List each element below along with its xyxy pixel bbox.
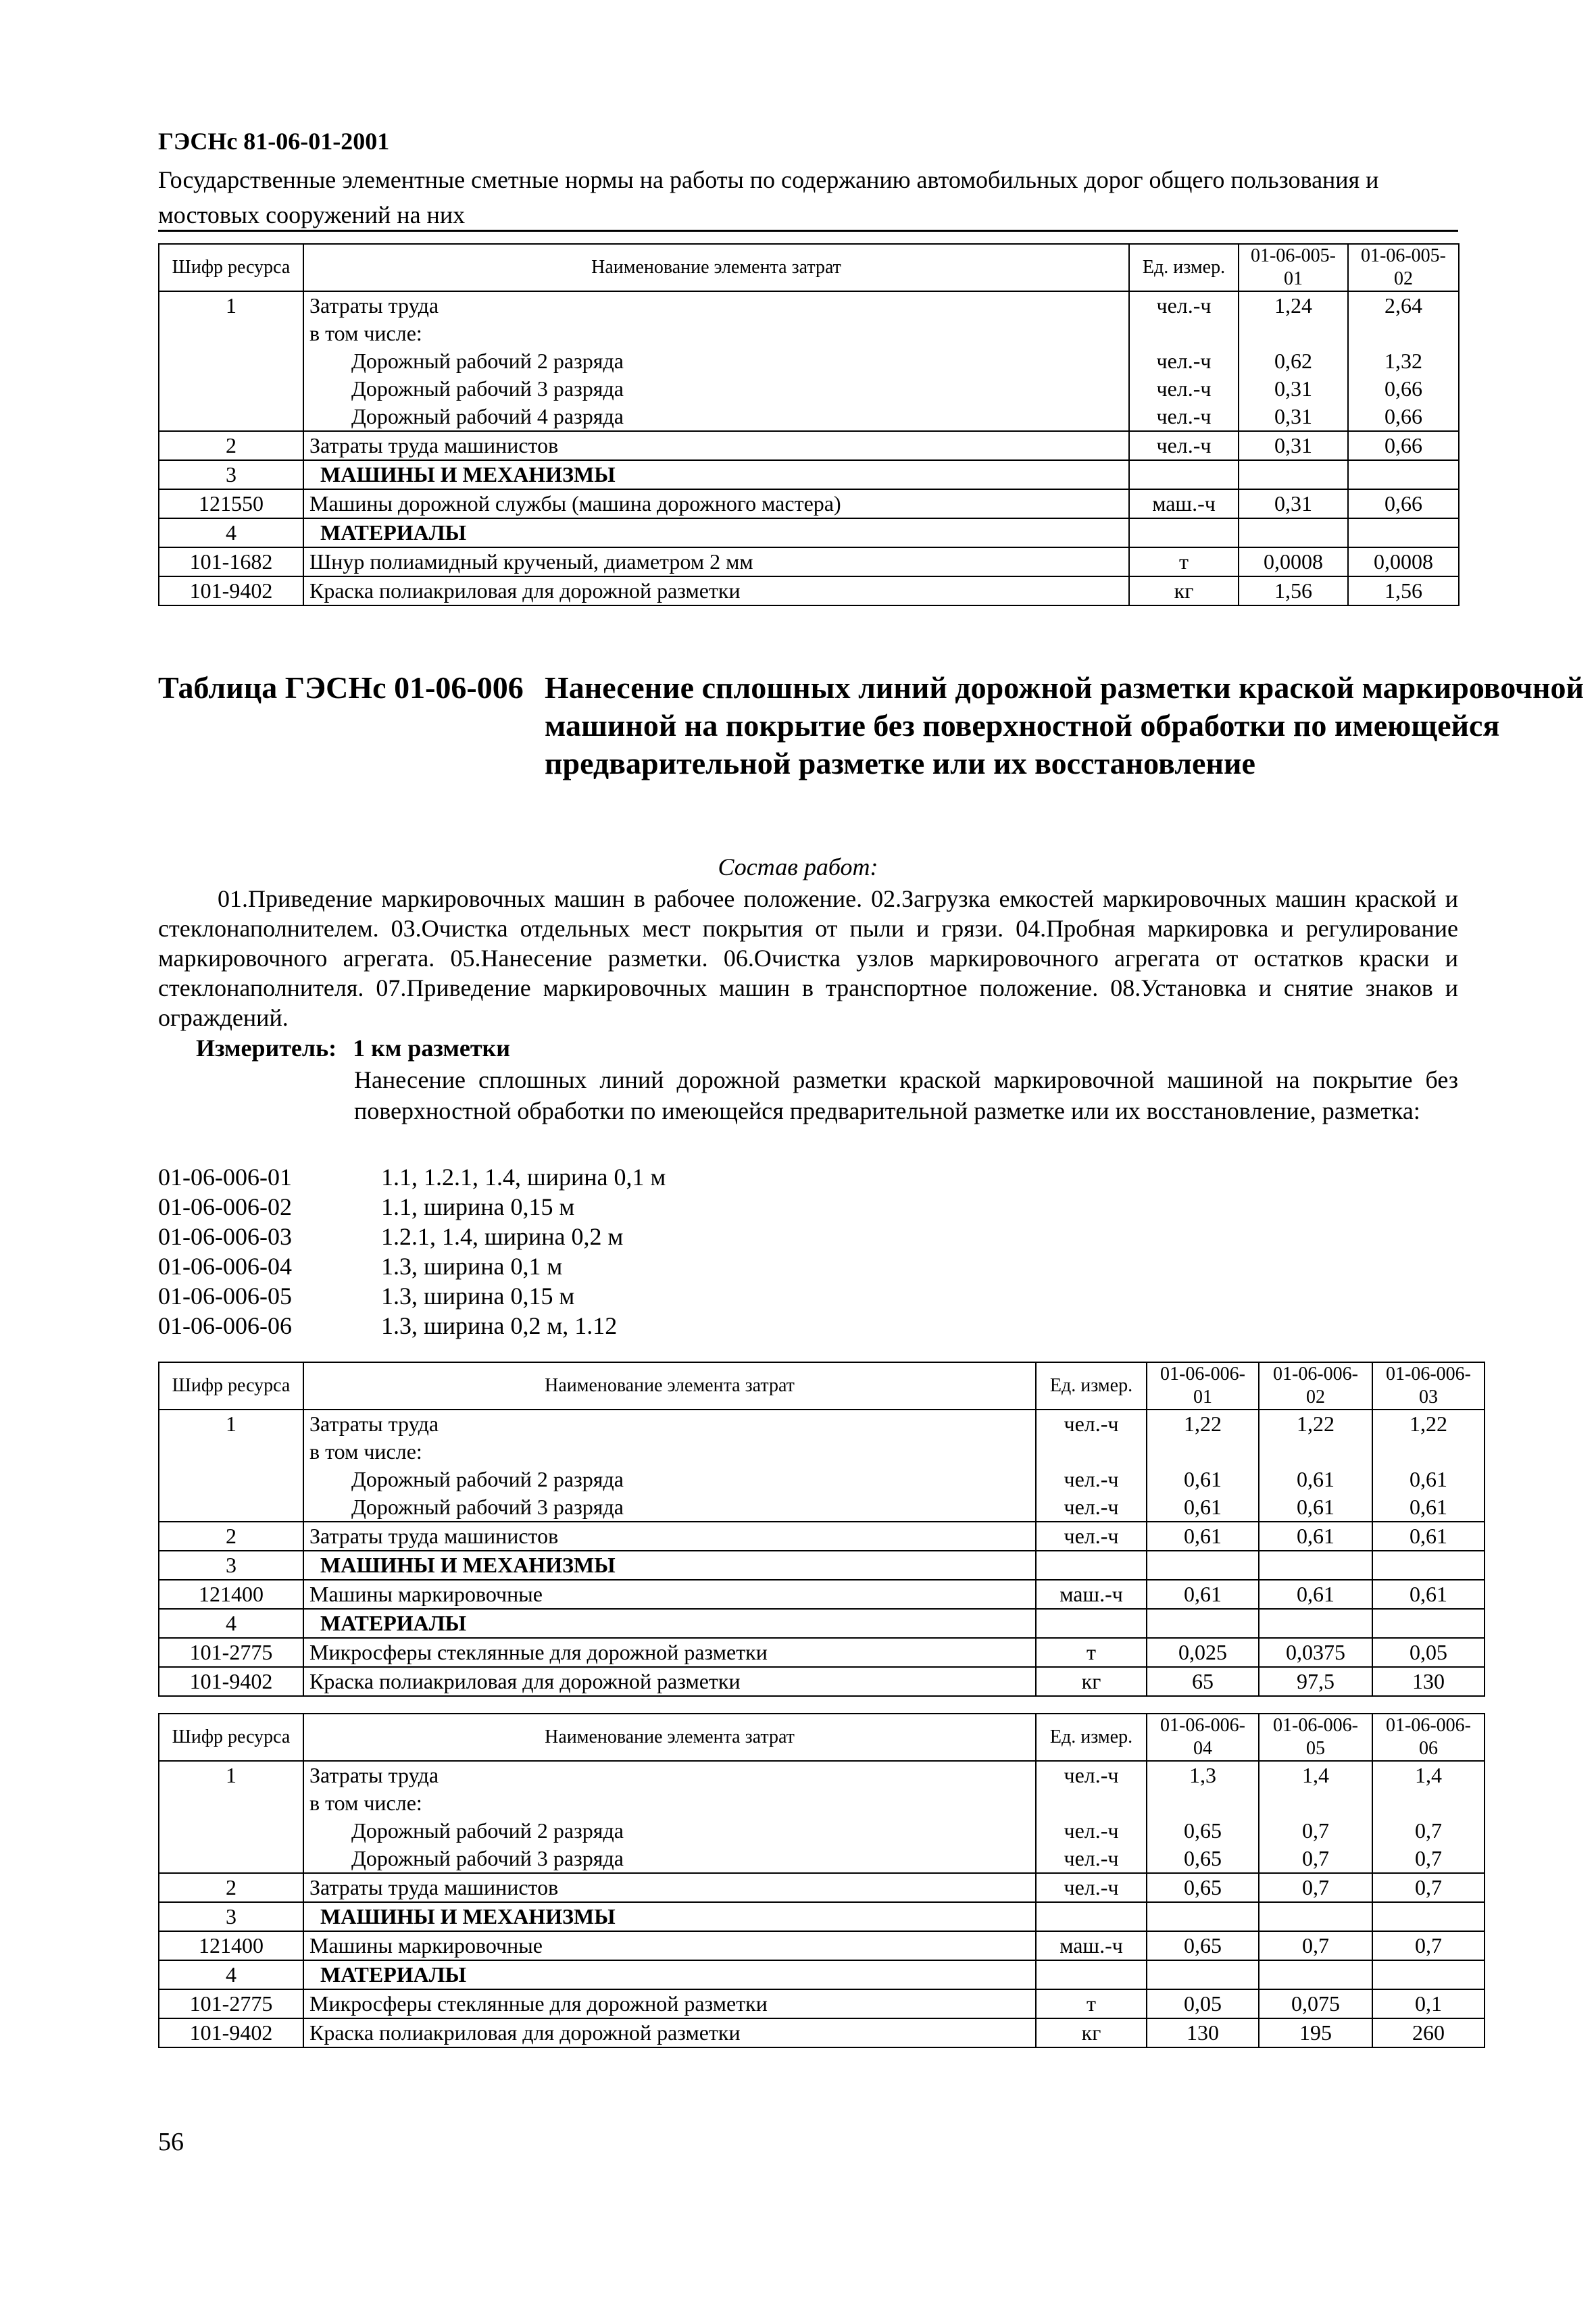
table-row — [159, 1580, 1485, 1609]
cost-element-name: Машины маркировочные — [303, 1931, 1036, 1960]
unit: чел.-ч — [1129, 291, 1239, 320]
composition-text: 01.Приведение маркировочных машин в рабочее положение. 02.Загрузка емкостей маркировочных машин краской и стеклонаполнителем. 03.Очистка отдельных мест покрытия от пыли и грязи. 04.Пробная маркировка и регулирование маркировочного агрегата. 05.Нанесение разметки. 06.Очистка узлов маркировочного агрегата от остатков краски и стеклонаполнителя. 07.Приведение маркировочных машин в транспортное положение. 08.Установка и снятие знаков и ограждений. — [158, 885, 1458, 1031]
norm-value — [1259, 1960, 1372, 1989]
norm-value: 260 — [1372, 2018, 1485, 2047]
norm-value: 0,05 — [1372, 1638, 1485, 1667]
norm-value — [1259, 1789, 1372, 1817]
header-norm-code: 01-06-005-02 — [1348, 244, 1459, 291]
norm-value: 0,65 — [1147, 1873, 1259, 1902]
norm-value: 0,7 — [1372, 1931, 1485, 1960]
table-row — [159, 1466, 1485, 1493]
header-resource-code: Шифр ресурса — [159, 244, 303, 291]
norm-value: 0,66 — [1348, 403, 1459, 431]
cost-element-name: Затраты труда — [303, 1410, 1036, 1438]
norm-value: 0,1 — [1372, 1989, 1485, 2018]
cost-element-name: Краска полиакриловая для дорожной разметки — [303, 576, 1129, 605]
table-row — [159, 403, 1459, 431]
norm-value: 1,56 — [1239, 576, 1348, 605]
norm-code: 01-06-006-06 — [158, 1312, 292, 1339]
norm-value: 0,65 — [1147, 1817, 1259, 1845]
page-number: 56 — [158, 2128, 184, 2156]
composition-heading: Состав работ: — [718, 853, 878, 880]
resource-code: 101-1682 — [159, 547, 303, 576]
resource-code — [159, 347, 303, 375]
document-subtitle: Государственные элементные сметные нормы на работы по содержанию автомобильных дорог общего пользования и мостовых сооружений на них — [158, 166, 1379, 228]
norm-value: 97,5 — [1259, 1667, 1372, 1696]
resource-code — [159, 1466, 303, 1493]
header-cost-element: Наименование элемента затрат — [303, 1362, 1036, 1410]
norm-value: 0,7 — [1372, 1845, 1485, 1873]
table-row — [159, 1522, 1485, 1551]
resource-code: 4 — [159, 1960, 303, 1989]
norm-value: 0,61 — [1372, 1522, 1485, 1551]
norm-value: 0,61 — [1372, 1493, 1485, 1522]
unit: маш.-ч — [1036, 1580, 1147, 1609]
norm-value — [1259, 1902, 1372, 1931]
table-row — [159, 1817, 1485, 1845]
unit — [1129, 460, 1239, 489]
norm-code: 01-06-006-01 — [158, 1164, 292, 1191]
meter-value: 1 км разметки — [353, 1035, 511, 1062]
norm-value: 0,075 — [1259, 1989, 1372, 2018]
norm-code-desc: 1.1, 1.2.1, 1.4, ширина 0,1 м — [381, 1164, 666, 1191]
table-row — [159, 1438, 1485, 1466]
unit: чел.-ч — [1129, 347, 1239, 375]
norm-value — [1372, 1438, 1485, 1466]
norm-code-desc: 1.3, ширина 0,2 м, 1.12 — [381, 1312, 618, 1339]
norm-value: 0,65 — [1147, 1845, 1259, 1873]
header-unit: Ед. измер. — [1129, 244, 1239, 291]
norm-value: 0,61 — [1147, 1522, 1259, 1551]
table-row — [159, 1989, 1485, 2018]
norm-value — [1239, 460, 1348, 489]
cost-element-name: Дорожный рабочий 2 разряда — [303, 347, 1129, 375]
cost-element-name: Микросферы стеклянные для дорожной разметки — [303, 1638, 1036, 1667]
norm-code-desc: 1.3, ширина 0,1 м — [381, 1253, 563, 1280]
norm-value: 0,0375 — [1259, 1638, 1372, 1667]
cost-element-name: Микросферы стеклянные для дорожной разметки — [303, 1989, 1036, 2018]
section-heading: МАШИНЫ И МЕХАНИЗМЫ — [303, 1902, 1036, 1931]
resource-code: 2 — [159, 1522, 303, 1551]
unit: кг — [1036, 2018, 1147, 2047]
unit — [1036, 1902, 1147, 1931]
meter-line — [196, 1034, 510, 1062]
table-row — [159, 547, 1459, 576]
norm-value — [1239, 518, 1348, 547]
header-resource-code: Шифр ресурса — [159, 1362, 303, 1410]
table-row — [159, 1960, 1485, 1989]
table-row — [159, 1410, 1485, 1438]
unit — [1036, 1609, 1147, 1638]
cost-element-name: в том числе: — [303, 1789, 1036, 1817]
unit — [1129, 320, 1239, 347]
norm-value: 130 — [1147, 2018, 1259, 2047]
norm-value: 0,31 — [1239, 489, 1348, 518]
table-row — [159, 291, 1459, 320]
cost-element-name: Дорожный рабочий 4 разряда — [303, 403, 1129, 431]
norm-value: 0,66 — [1348, 375, 1459, 403]
header-norm-code: 01-06-005-01 — [1239, 244, 1348, 291]
norm-value: 0,025 — [1147, 1638, 1259, 1667]
unit — [1036, 1438, 1147, 1466]
norm-code-desc: 1.3, ширина 0,15 м — [381, 1283, 575, 1310]
norm-value: 1,32 — [1348, 347, 1459, 375]
unit: кг — [1036, 1667, 1147, 1696]
resource-code — [159, 375, 303, 403]
cost-element-name: в том числе: — [303, 320, 1129, 347]
norm-value: 0,61 — [1372, 1466, 1485, 1493]
resource-code — [159, 320, 303, 347]
norm-value — [1259, 1609, 1372, 1638]
norms-table-006b — [158, 1713, 1485, 2048]
norm-value: 0,66 — [1348, 431, 1459, 460]
section-heading: МАШИНЫ И МЕХАНИЗМЫ — [303, 460, 1129, 489]
norm-value — [1147, 1551, 1259, 1580]
unit — [1036, 1551, 1147, 1580]
resource-code: 101-9402 — [159, 2018, 303, 2047]
unit — [1129, 518, 1239, 547]
cost-element-name: Дорожный рабочий 3 разряда — [303, 1845, 1036, 1873]
norm-value: 0,61 — [1259, 1466, 1372, 1493]
norm-value: 65 — [1147, 1667, 1259, 1696]
table-row — [159, 2018, 1485, 2047]
norm-value — [1372, 1902, 1485, 1931]
norm-value: 1,4 — [1259, 1761, 1372, 1789]
norm-code: 01-06-006-04 — [158, 1253, 292, 1280]
table-row — [159, 1902, 1485, 1931]
norm-value: 1,24 — [1239, 291, 1348, 320]
norm-value: 1,22 — [1147, 1410, 1259, 1438]
unit: чел.-ч — [1036, 1493, 1147, 1522]
norm-value: 0,61 — [1259, 1522, 1372, 1551]
unit: чел.-ч — [1129, 375, 1239, 403]
norm-value: 1,22 — [1259, 1410, 1372, 1438]
resource-code: 121400 — [159, 1580, 303, 1609]
resource-code: 3 — [159, 460, 303, 489]
norm-value: 0,61 — [1259, 1580, 1372, 1609]
norm-value — [1259, 1438, 1372, 1466]
header-resource-code: Шифр ресурса — [159, 1714, 303, 1761]
norm-code-desc: 1.2.1, 1.4, ширина 0,2 м — [381, 1223, 624, 1250]
unit: маш.-ч — [1129, 489, 1239, 518]
norm-code-desc: 1.1, ширина 0,15 м — [381, 1193, 575, 1220]
norm-value: 195 — [1259, 2018, 1372, 2047]
resource-code: 2 — [159, 1873, 303, 1902]
table-row — [159, 1873, 1485, 1902]
cost-element-name: Краска полиакриловая для дорожной разметки — [303, 1667, 1036, 1696]
norm-value — [1147, 1960, 1259, 1989]
norm-value: 0,7 — [1372, 1873, 1485, 1902]
norm-value — [1348, 518, 1459, 547]
unit: чел.-ч — [1036, 1410, 1147, 1438]
resource-code — [159, 1438, 303, 1466]
unit — [1036, 1789, 1147, 1817]
resource-code: 3 — [159, 1902, 303, 1931]
table-header-row — [159, 244, 1459, 291]
table-header-row — [159, 1362, 1485, 1410]
norms-table-005 — [158, 243, 1460, 606]
table-row — [159, 1789, 1485, 1817]
section-heading: МАШИНЫ И МЕХАНИЗМЫ — [303, 1551, 1036, 1580]
meter-label: Измеритель: — [196, 1035, 337, 1062]
resource-code: 101-9402 — [159, 1667, 303, 1696]
norms-table-006a — [158, 1362, 1485, 1697]
table-row — [159, 1761, 1485, 1789]
norm-value: 130 — [1372, 1667, 1485, 1696]
norm-value: 0,61 — [1147, 1493, 1259, 1522]
resource-code: 2 — [159, 431, 303, 460]
norm-value: 1,3 — [1147, 1761, 1259, 1789]
norm-value — [1372, 1960, 1485, 1989]
resource-code — [159, 1789, 303, 1817]
unit: чел.-ч — [1129, 403, 1239, 431]
norm-value — [1147, 1438, 1259, 1466]
unit: чел.-ч — [1036, 1466, 1147, 1493]
table-row — [159, 320, 1459, 347]
norm-value: 0,0008 — [1348, 547, 1459, 576]
norm-value: 0,31 — [1239, 375, 1348, 403]
norm-value: 2,64 — [1348, 291, 1459, 320]
unit: чел.-ч — [1036, 1817, 1147, 1845]
unit: чел.-ч — [1036, 1761, 1147, 1789]
norm-value: 0,31 — [1239, 431, 1348, 460]
unit: чел.-ч — [1036, 1873, 1147, 1902]
table-row — [159, 1493, 1485, 1522]
norm-value: 0,7 — [1259, 1931, 1372, 1960]
norm-value: 0,62 — [1239, 347, 1348, 375]
unit — [1036, 1960, 1147, 1989]
norm-value: 0,0008 — [1239, 547, 1348, 576]
table-row — [159, 460, 1459, 489]
norm-value — [1147, 1609, 1259, 1638]
norm-value: 0,61 — [1147, 1466, 1259, 1493]
cost-element-name: Дорожный рабочий 3 разряда — [303, 375, 1129, 403]
cost-element-name: Дорожный рабочий 2 разряда — [303, 1466, 1036, 1493]
cost-element-name: в том числе: — [303, 1438, 1036, 1466]
header-cost-element: Наименование элемента затрат — [303, 1714, 1036, 1761]
cost-element-name: Дорожный рабочий 3 разряда — [303, 1493, 1036, 1522]
header-norm-code: 01-06-006-03 — [1372, 1362, 1485, 1410]
norm-value: 0,05 — [1147, 1989, 1259, 2018]
norm-value — [1348, 320, 1459, 347]
resource-code — [159, 403, 303, 431]
cost-element-name: Краска полиакриловая для дорожной разметки — [303, 2018, 1036, 2047]
table-row — [159, 518, 1459, 547]
resource-code: 121400 — [159, 1931, 303, 1960]
resource-code — [159, 1493, 303, 1522]
norm-value — [1372, 1789, 1485, 1817]
norm-description: Нанесение сплошных линий дорожной разметки краской маркировочной машиной на покрытие без поверхностной обработки по имеющейся предварительной разметке или их восстановление, разметка: — [354, 1066, 1458, 1124]
cost-element-name: Затраты труда машинистов — [303, 431, 1129, 460]
norm-value: 0,61 — [1372, 1580, 1485, 1609]
table-row — [159, 1551, 1485, 1580]
norm-value — [1239, 320, 1348, 347]
header-unit: Ед. измер. — [1036, 1362, 1147, 1410]
unit: т — [1129, 547, 1239, 576]
norm-value: 0,66 — [1348, 489, 1459, 518]
unit: кг — [1129, 576, 1239, 605]
cost-element-name: Затраты труда — [303, 291, 1129, 320]
cost-element-name: Шнур полиамидный крученый, диаметром 2 мм — [303, 547, 1129, 576]
resource-code: 3 — [159, 1551, 303, 1580]
unit: маш.-ч — [1036, 1931, 1147, 1960]
header-rule — [158, 230, 1458, 232]
norm-value — [1147, 1902, 1259, 1931]
table-row — [159, 1931, 1485, 1960]
header-norm-code: 01-06-006-06 — [1372, 1714, 1485, 1761]
header-norm-code: 01-06-006-02 — [1259, 1362, 1372, 1410]
resource-code: 101-9402 — [159, 576, 303, 605]
unit: чел.-ч — [1036, 1845, 1147, 1873]
table-row — [159, 489, 1459, 518]
resource-code: 1 — [159, 1761, 303, 1789]
header-norm-code: 01-06-006-04 — [1147, 1714, 1259, 1761]
table-row — [159, 1609, 1485, 1638]
unit: чел.-ч — [1036, 1522, 1147, 1551]
resource-code: 1 — [159, 291, 303, 320]
cost-element-name: Дорожный рабочий 2 разряда — [303, 1817, 1036, 1845]
resource-code — [159, 1845, 303, 1873]
section-heading: МАТЕРИАЛЫ — [303, 1960, 1036, 1989]
norm-value — [1372, 1551, 1485, 1580]
norm-value — [1348, 460, 1459, 489]
norm-value: 0,61 — [1259, 1493, 1372, 1522]
unit: т — [1036, 1989, 1147, 2018]
table-title: Нанесение сплошных линий дорожной разметки краской маркировочной машиной на покрытие без поверхностной обработки по имеющейся предварительной разметке или их восстановление — [545, 670, 1584, 780]
table-row — [159, 576, 1459, 605]
unit: т — [1036, 1638, 1147, 1667]
table-row — [159, 1638, 1485, 1667]
resource-code: 1 — [159, 1410, 303, 1438]
norm-value — [1372, 1609, 1485, 1638]
norm-value: 1,22 — [1372, 1410, 1485, 1438]
norm-value: 0,7 — [1259, 1873, 1372, 1902]
norm-code: 01-06-006-02 — [158, 1193, 292, 1220]
header-norm-code: 01-06-006-05 — [1259, 1714, 1372, 1761]
norm-value — [1259, 1551, 1372, 1580]
cost-element-name: Затраты труда машинистов — [303, 1522, 1036, 1551]
resource-code: 121550 — [159, 489, 303, 518]
table-row — [159, 347, 1459, 375]
table-header-row — [159, 1714, 1485, 1761]
unit: чел.-ч — [1129, 431, 1239, 460]
norm-value: 0,61 — [1147, 1580, 1259, 1609]
header-norm-code: 01-06-006-01 — [1147, 1362, 1259, 1410]
norm-value — [1147, 1789, 1259, 1817]
norm-value: 0,7 — [1259, 1845, 1372, 1873]
norm-value: 0,65 — [1147, 1931, 1259, 1960]
resource-code: 101-2775 — [159, 1989, 303, 2018]
section-heading: МАТЕРИАЛЫ — [303, 1609, 1036, 1638]
norm-value: 1,4 — [1372, 1761, 1485, 1789]
resource-code — [159, 1817, 303, 1845]
norm-value: 0,7 — [1372, 1817, 1485, 1845]
resource-code: 101-2775 — [159, 1638, 303, 1667]
document-code: ГЭСНс 81-06-01-2001 — [158, 128, 390, 155]
section-heading: МАТЕРИАЛЫ — [303, 518, 1129, 547]
cost-element-name: Машины дорожной службы (машина дорожного мастера) — [303, 489, 1129, 518]
cost-element-name: Затраты труда машинистов — [303, 1873, 1036, 1902]
table-label: Таблица ГЭСНс 01-06-006 — [158, 670, 524, 705]
cost-element-name: Затраты труда — [303, 1761, 1036, 1789]
table-row — [159, 431, 1459, 460]
table-row — [159, 375, 1459, 403]
norm-value: 0,7 — [1259, 1817, 1372, 1845]
cost-element-name: Машины маркировочные — [303, 1580, 1036, 1609]
table-row — [159, 1667, 1485, 1696]
resource-code: 4 — [159, 1609, 303, 1638]
resource-code: 4 — [159, 518, 303, 547]
header-cost-element: Наименование элемента затрат — [303, 244, 1129, 291]
norm-value: 0,31 — [1239, 403, 1348, 431]
header-unit: Ед. измер. — [1036, 1714, 1147, 1761]
norm-code: 01-06-006-03 — [158, 1223, 292, 1250]
norm-value: 1,56 — [1348, 576, 1459, 605]
table-row — [159, 1845, 1485, 1873]
norm-code: 01-06-006-05 — [158, 1283, 292, 1310]
